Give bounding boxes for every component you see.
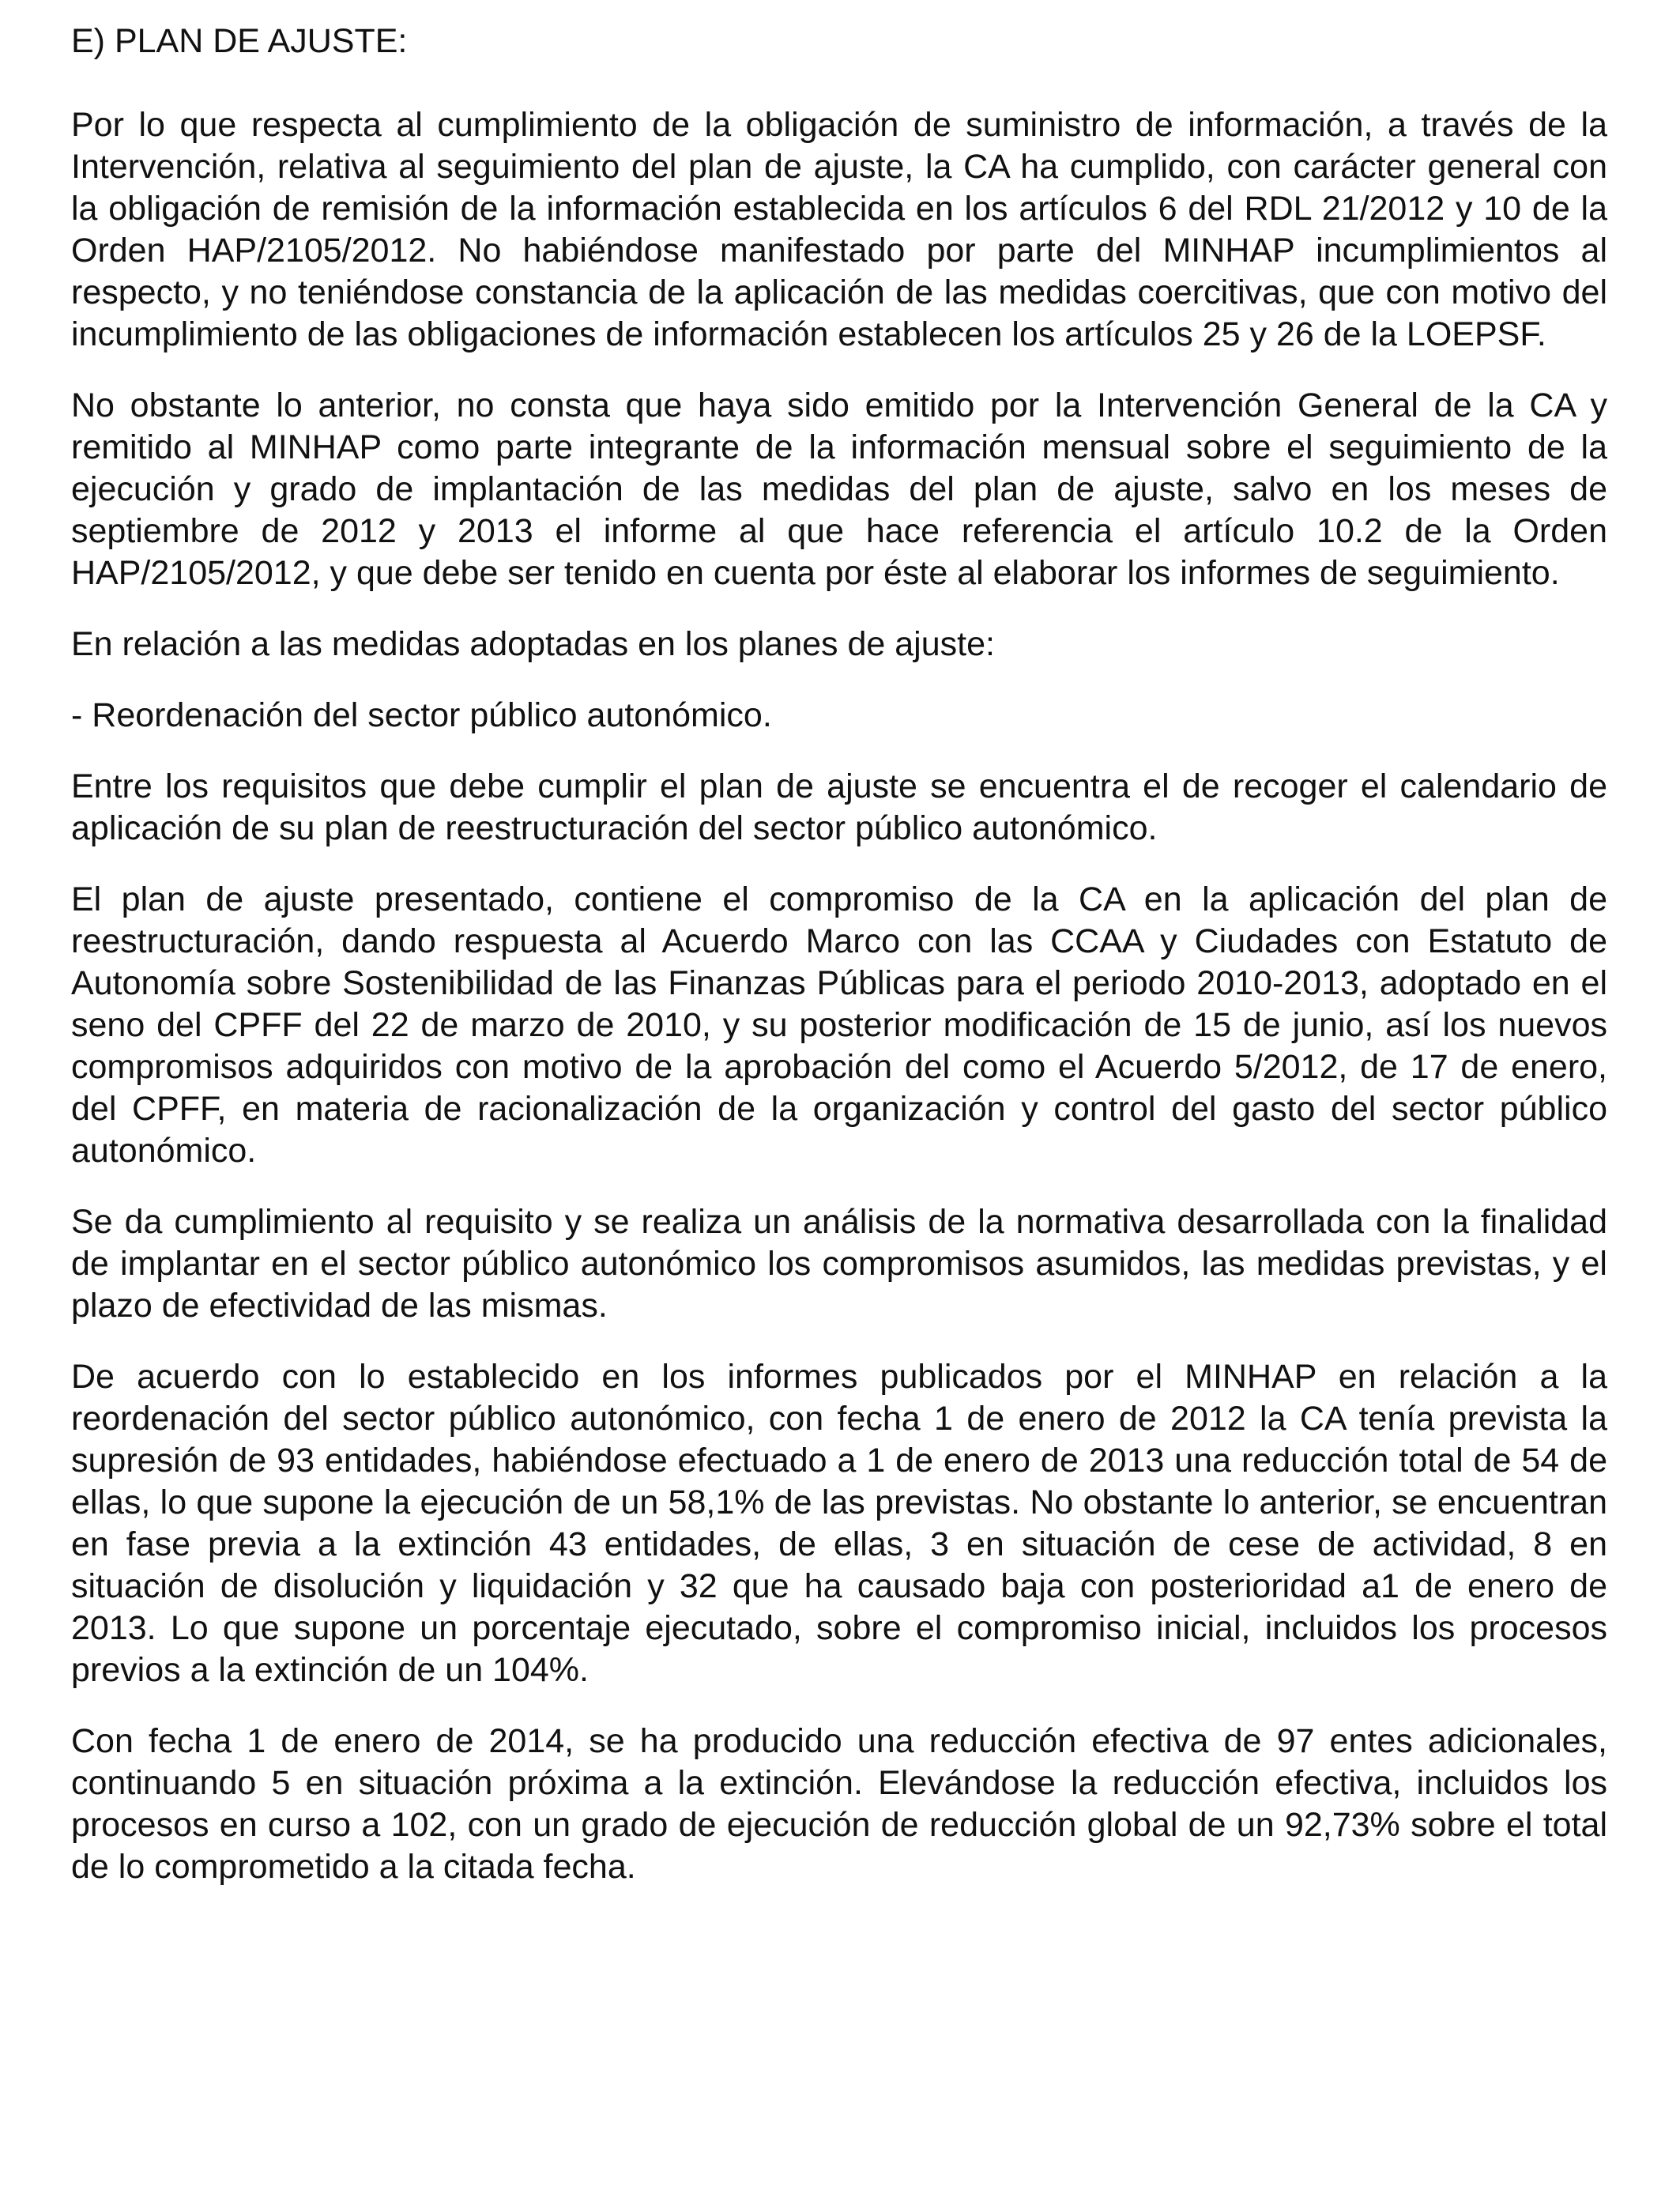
list-item-reorganization: - Reordenación del sector público autonómico. bbox=[71, 696, 772, 734]
section-heading: E) PLAN DE AJUSTE: bbox=[71, 22, 408, 60]
paragraph-compliance: Se da cumplimiento al requisito y se realiza un análisis de la normativa desarrollada con la finalidad de implantar en el sector público autonómico los compromisos asumidos, las medidas previstas, y el plazo de efectividad de las mismas. bbox=[71, 1203, 1607, 1325]
paragraph-measures-intro: En relación a las medidas adoptadas en los planes de ajuste: bbox=[71, 625, 995, 663]
paragraph-information-supply: Por lo que respecta al cumplimiento de la obligación de suministro de información, a través de la Intervención, relativa al seguimiento del plan de ajuste, la CA ha cumplido, con carácter general con la obligación de remisión de la información establecida en los artículos 6 del RDL 21/2012 y 10 de la Orden HAP/2105/2012. No habiéndose manifestado por parte del MINHAP incumplimientos al respecto, y no teniéndose constancia de la aplicación de las medidas coercitivas, que con motivo del incumplimiento de las obligaciones de información establecen los artículos 25 y 26 de la LOEPSF. bbox=[71, 106, 1607, 353]
paragraph-intervention-report: No obstante lo anterior, no consta que haya sido emitido por la Intervención General de la CA y remitido al MINHAP como parte integrante de la información mensual sobre el seguimiento de la ejecución y grado de implantación de las medidas del plan de ajuste, salvo en los meses de septiembre de 2012 y 2013 el informe al que hace referencia el artículo 10.2 de la Orden HAP/2105/2012, y que debe ser tenido en cuenta por éste al elaborar los informes de seguimiento. bbox=[71, 386, 1607, 592]
paragraph-minhap-reports: De acuerdo con lo establecido en los informes publicados por el MINHAP en relación a la reordenación del sector público autonómico, con fecha 1 de enero de 2012 la CA tenía prevista la supresión de 93 entidades, habiéndose efectuado a 1 de enero de 2013 una reducción total de 54 de ellas, lo que supone la ejecución de un 58,1% de las previstas. No obstante lo anterior, se encuentran en fase previa a la extinción 43 entidades, de ellas, 3 en situación de cese de actividad, 8 en situación de disolución y liquidación y 32 que ha causado baja con posterioridad a1 de enero de 2013. Lo que supone un porcentaje ejecutado, sobre el compromiso inicial, incluidos los procesos previos a la extinción de un 104%. bbox=[71, 1358, 1607, 1689]
paragraph-plan-presented: El plan de ajuste presentado, contiene el compromiso de la CA en la aplicación del plan de reestructuración, dando respuesta al Acuerdo Marco con las CCAA y Ciudades con Estatuto de Autonomía sobre Sostenibilidad de las Finanzas Públicas para el periodo 2010-2013, adoptado en el seno del CPFF del 22 de marzo de 2010, y su posterior modificación de 15 de junio, así los nuevos compromisos adquiridos con motivo de la aprobación del como el Acuerdo 5/2012, de 17 de enero, del CPFF, en materia de racionalización de la organización y control del gasto del sector público autonómico. bbox=[71, 880, 1607, 1170]
document-page bbox=[71, 21, 1607, 1917]
paragraph-requirements: Entre los requisitos que debe cumplir el plan de ajuste se encuentra el de recoger el calendario de aplicación de su plan de reestructuración del sector público autonómico. bbox=[71, 767, 1607, 847]
paragraph-2014-reduction: Con fecha 1 de enero de 2014, se ha producido una reducción efectiva de 97 entes adicionales, continuando 5 en situación próxima a la extinción. Elevándose la reducción efectiva, incluidos los procesos en curso a 102, con un grado de ejecución de reducción global de un 92,73% sobre el total de lo comprometido a la citada fecha. bbox=[71, 1722, 1607, 1886]
